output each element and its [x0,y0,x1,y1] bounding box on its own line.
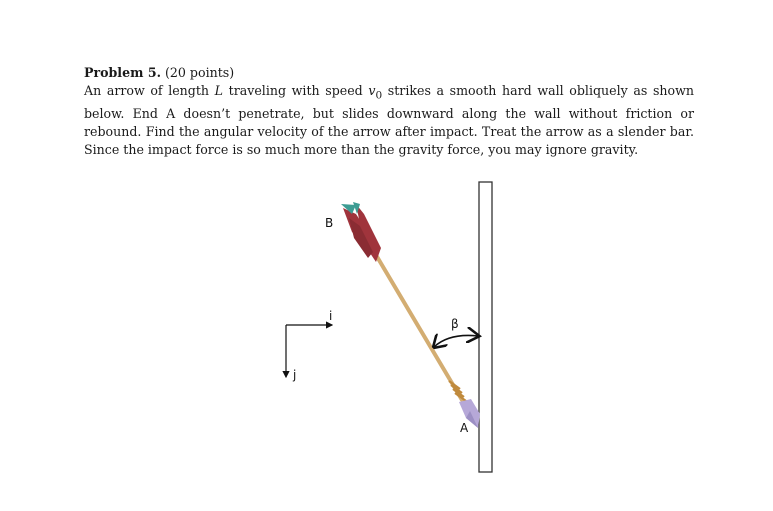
length-symbol: L [214,83,224,98]
problem-text-part1: An arrow of length [84,83,215,98]
arrow-fletching [341,202,381,262]
label-beta: β [451,317,459,331]
label-j: j [293,368,297,382]
label-A: A [460,421,469,435]
problem-text-part2: traveling with speed [223,83,369,98]
arrow-wrap [449,381,466,401]
beta-angle-arc [434,335,478,347]
label-i: i [329,309,333,323]
problem-points: (20 points) [164,65,235,80]
speed-symbol: v [368,83,376,98]
speed-subscript: 0 [375,89,383,102]
label-B: B [325,216,334,230]
problem-title: Problem 5. [84,65,161,80]
wall [479,182,492,472]
coordinate-axes [286,309,332,382]
arrow [341,202,480,428]
problem-text-part3: strikes a smooth hard wall obliquely as shown below. End A doesn’t penetrate, but slides downward along the wall without friction or rebound. Find the angular velocity of the arrow after impact. Treat the arrow as a slender bar. Since the impact force is so much more than the gravity force, you may ignore gravity. [84,83,694,157]
